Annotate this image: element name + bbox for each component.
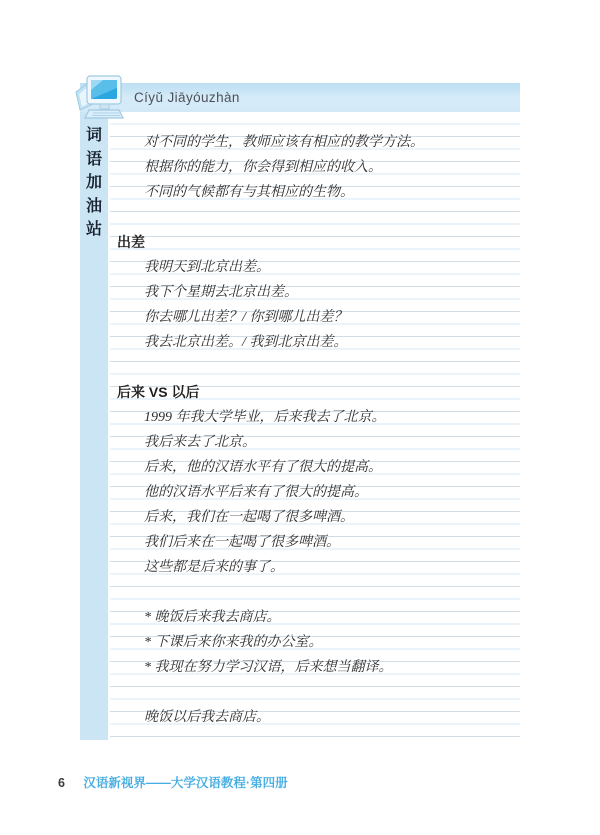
sidebar-char: 油: [85, 197, 102, 215]
sentence-line: 后来，他的汉语水平有了很大的提高。: [144, 460, 382, 475]
sentence-line: 我们后来在一起喝了很多啤酒。: [144, 535, 340, 550]
section-heading: 后来 VS 以后: [117, 384, 200, 400]
sentence-line: 后来，我们在一起喝了很多啤酒。: [144, 510, 354, 525]
page-number: 6: [58, 776, 65, 790]
sentence-line: 根据你的能力，你会得到相应的收入。: [144, 160, 382, 175]
sidebar-char: 站: [85, 221, 102, 238]
book-title: 汉语新视界——大学汉语教程·第四册: [83, 776, 288, 790]
sentence-line: 你去哪儿出差？/ 你到哪儿出差？: [144, 310, 348, 325]
section-header-bar: [80, 83, 520, 112]
sidebar-vertical-title: [80, 112, 108, 740]
section-heading: 出差: [117, 234, 145, 250]
content-area: [110, 112, 520, 738]
sentence-line: 这些都是后来的事了。: [144, 560, 284, 575]
blank-line: [110, 205, 520, 230]
sentence-line: 他的汉语水平后来有了很大的提高。: [144, 485, 368, 500]
blank-line: [110, 580, 520, 605]
sentence-line: 晚饭以后我去商店。: [144, 710, 270, 725]
blank-line: [110, 355, 520, 380]
header-pinyin-title: Cíyǔ Jiāyóuzhàn: [134, 90, 240, 105]
sentence-line: 我去北京出差。/ 我到北京出差。: [144, 335, 348, 350]
sentence-line: 我明天到北京出差。: [144, 260, 270, 275]
sentence-line: 不同的气候都有与其相应的生物。: [144, 185, 354, 200]
sidebar-char: 语: [85, 150, 102, 168]
sentence-line: * 晚饭后来我去商店。: [144, 610, 281, 625]
sentence-line: * 我现在努力学习汉语，后来想当翻译。: [144, 660, 393, 675]
computer-monitor-icon: [73, 74, 129, 123]
sentence-line: 1999 年我大学毕业，后来我去了北京。: [144, 410, 386, 425]
sentence-line: 我下个星期去北京出差。: [144, 285, 298, 300]
sentence-line: * 下课后来你来我的办公室。: [144, 635, 323, 650]
page-footer: [58, 773, 288, 793]
sentence-line: 对不同的学生，教师应该有相应的教学方法。: [144, 135, 424, 150]
sidebar-char: 加: [85, 174, 102, 191]
blank-line: [110, 680, 520, 705]
sentence-line: 我后来去了北京。: [144, 435, 256, 450]
sidebar-char: 词: [85, 127, 102, 144]
